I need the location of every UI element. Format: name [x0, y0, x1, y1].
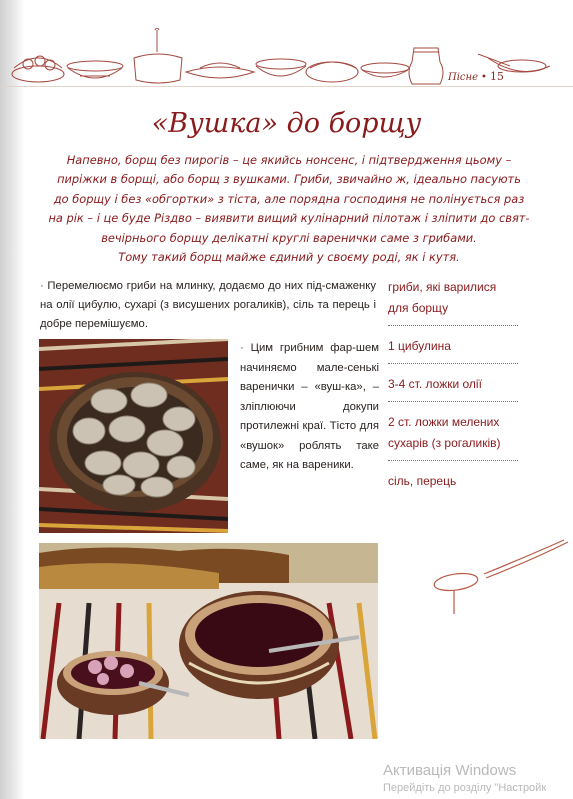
dumplings-bowl-photo: [39, 339, 228, 533]
step-1: [40, 277, 376, 334]
spoon-illustration: [432, 538, 570, 618]
section-label: Пісне: [448, 72, 479, 83]
ingredients-list: [388, 277, 518, 508]
ingredient-item: гриби, які варилися для борщу: [388, 277, 518, 326]
bullet-marker: ·: [40, 280, 48, 292]
intro-line: Напевно, борщ без пирогів – це якийсь нонсенс, і підтвердження цьому –: [66, 153, 512, 167]
intro-line: Тому такий борщ майже єдиний у своєму роді, як і кутя.: [118, 250, 460, 265]
windows-activation-title: Активація Windows: [383, 762, 517, 779]
bullet-marker: ·: [240, 342, 251, 354]
page-number: Пісне • 15: [448, 70, 504, 83]
intro-line: вечірнього борщу делікатні круглі варенички саме з грибами.: [101, 230, 477, 245]
intro-line: на рік – і це буде Різдво – виявити вищий кулінарний пілотаж і зліпити до свят-: [48, 211, 530, 226]
step-2: [240, 339, 379, 476]
ingredient-item: 1 цибулина: [388, 336, 518, 364]
intro-line: до борщу і без «обгортки» з тіста, але порядна господиня не полінується раз: [53, 191, 525, 206]
page-number-value: 15: [489, 70, 504, 83]
borscht-bowls-photo: [39, 543, 378, 739]
intro-line: пиріжки в борщі, або борщ з вушками. Гриби, звичайно ж, ідеально пасують: [57, 172, 521, 187]
step-1-text: Перемелюємо гриби на млинку, додаємо до них під-смаженку на олії цибулю, сухарі (з висушених рогаликів), сіль та перець і добре перемішуємо.: [40, 280, 376, 330]
step-2-text: Цим грибним фар-шем начиняємо мале-сенькі варенички – «вуш-ка», – зліплюючи докупи протилежні краї. Тісто для «вушок» роблять таке саме, як на вареники.: [240, 342, 379, 471]
ingredient-item: 2 ст. ложки мелених сухарів (з рогаликів): [388, 412, 518, 461]
recipe-title: «Вушка» до борщу: [151, 108, 422, 139]
windows-activation-subtitle: Перейдіть до розділу "Настройк: [383, 782, 547, 794]
intro-paragraph: [30, 151, 548, 267]
header-tableware-illustration: [10, 28, 555, 94]
ingredient-item: сіль, перець: [388, 474, 457, 488]
header-rule: [0, 86, 573, 87]
ingredient-item: 3-4 ст. ложки олії: [388, 374, 518, 402]
